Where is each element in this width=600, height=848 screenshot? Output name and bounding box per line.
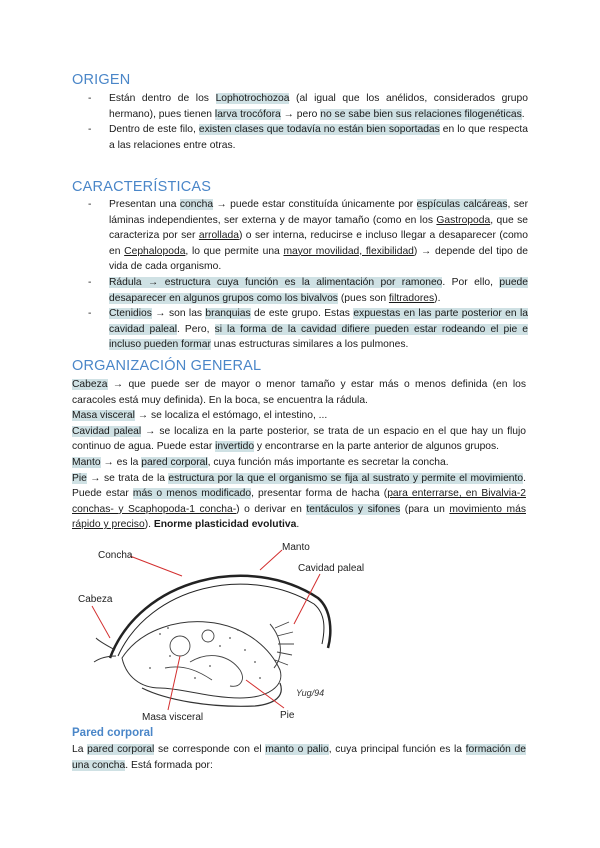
caracteristicas-list bbox=[88, 197, 528, 353]
paragraph-manto: Manto → es la pared corporal, cuya función más importante es secretar la concha. bbox=[72, 456, 449, 468]
section-title-caracteristicas: CARACTERÍSTICAS bbox=[72, 179, 212, 195]
pointer-concha bbox=[130, 556, 182, 576]
label-manto: Manto bbox=[282, 542, 310, 553]
pointer-cabeza bbox=[92, 606, 110, 638]
organ-shape bbox=[165, 667, 212, 680]
list-item: - Están dentro de los Lophotrochozoa (al igual que los anélidos, considerados grupo hermano), pues tienen larva trocófora → pero no se sabe bien sus relaciones filogenéticas. bbox=[88, 91, 528, 122]
visceral-mass-outline bbox=[122, 622, 281, 698]
label-masa-visceral: Masa visceral bbox=[142, 712, 204, 723]
pointer-manto bbox=[260, 550, 282, 570]
label-pie: Pie bbox=[280, 710, 295, 721]
tentacle-line bbox=[94, 656, 116, 662]
pointer-masa bbox=[168, 656, 180, 710]
subsection-title-pared-corporal: Pared corporal bbox=[72, 727, 154, 739]
list-item: - Rádula → estructura cuya función es la alimentación por ramoneo. Por ello, puede desaparecer en algunos grupos como los bivalvos (pues son filtradores). bbox=[88, 275, 528, 306]
organ-shape bbox=[202, 630, 214, 642]
illustrator-signature: Yug/94 bbox=[296, 688, 325, 698]
foot-outline bbox=[142, 683, 281, 706]
paragraph-pie: Pie → se trata de la estructura por la que el organismo se fija al sustrato y permite el movimiento. Puede estar más o menos modificado, presentar forma de hacha (para enterrarse, en Bivalvia-2 conchas- y Scaphopoda-1 concha-) o derivar en tentáculos y sifones (para un movimiento más rápido y preciso). Enorme plasticidad evolutiva. bbox=[72, 472, 526, 531]
tentacle-line bbox=[96, 638, 115, 650]
section-title-organizacion: ORGANIZACIÓN GENERAL bbox=[72, 358, 262, 374]
origen-list bbox=[88, 91, 528, 153]
paragraph-cabeza: Cabeza → que puede ser de mayor o menor tamaño y estar más o menos definida (en los caracoles está muy definida). En la boca, se encuentra la rádula. bbox=[72, 379, 526, 406]
paragraph-masa-visceral: Masa visceral → se localiza el estómago, el intestino, ... bbox=[72, 410, 328, 422]
organ-shape bbox=[170, 636, 190, 656]
paragraph-cavidad-paleal: Cavidad paleal → se localiza en la parte posterior, se trata de un espacio en el que hay un flujo continuo de agua. Puede estar invertido y encontrarse en la parte anterior de algunos grupos. bbox=[72, 425, 526, 453]
mantle-outline bbox=[118, 584, 324, 656]
organizacion-body bbox=[72, 377, 526, 533]
mollusc-anatomy-figure bbox=[70, 538, 380, 726]
pared-corporal-body: La pared corporal se corresponde con el manto o palio, cuya principal función es la formación de una concha. Está formada por: bbox=[72, 744, 526, 771]
intestine-shape bbox=[190, 656, 242, 687]
list-item: - Dentro de este filo, existen clases que todavía no están bien soportadas en lo que respecta a las relaciones entre otras. bbox=[88, 122, 528, 153]
label-cavidad-paleal: Cavidad paleal bbox=[298, 563, 365, 574]
label-concha: Concha bbox=[98, 550, 133, 561]
label-cabeza: Cabeza bbox=[78, 594, 113, 605]
gill-shape bbox=[275, 622, 294, 665]
pointer-cavidad bbox=[294, 574, 320, 624]
list-item: - Ctenidios → son las branquias de este grupo. Estas expuestas en las parte posterior en la cavidad paleal. Pero, si la forma de la cavidad difiere pueden estar rodeando el pie e incluso pueden formar unas estructuras similares a los pulmones. bbox=[88, 306, 528, 353]
list-item: - Presentan una concha → puede estar constituída únicamente por espículas calcáreas, ser láminas independientes, ser externa y de mayor tamaño (como en los Gastropoda, que se caracteriza por ser arrollada) o ser interna, reducirse e incluso llegar a desaparecer (como en Cephalopoda, lo que permite una mayor movilidad, flexibilidad) → depende del tipo de vida de cada organismo. bbox=[88, 197, 528, 275]
stipple-texture bbox=[149, 627, 261, 679]
section-title-origen: ORIGEN bbox=[72, 72, 131, 88]
